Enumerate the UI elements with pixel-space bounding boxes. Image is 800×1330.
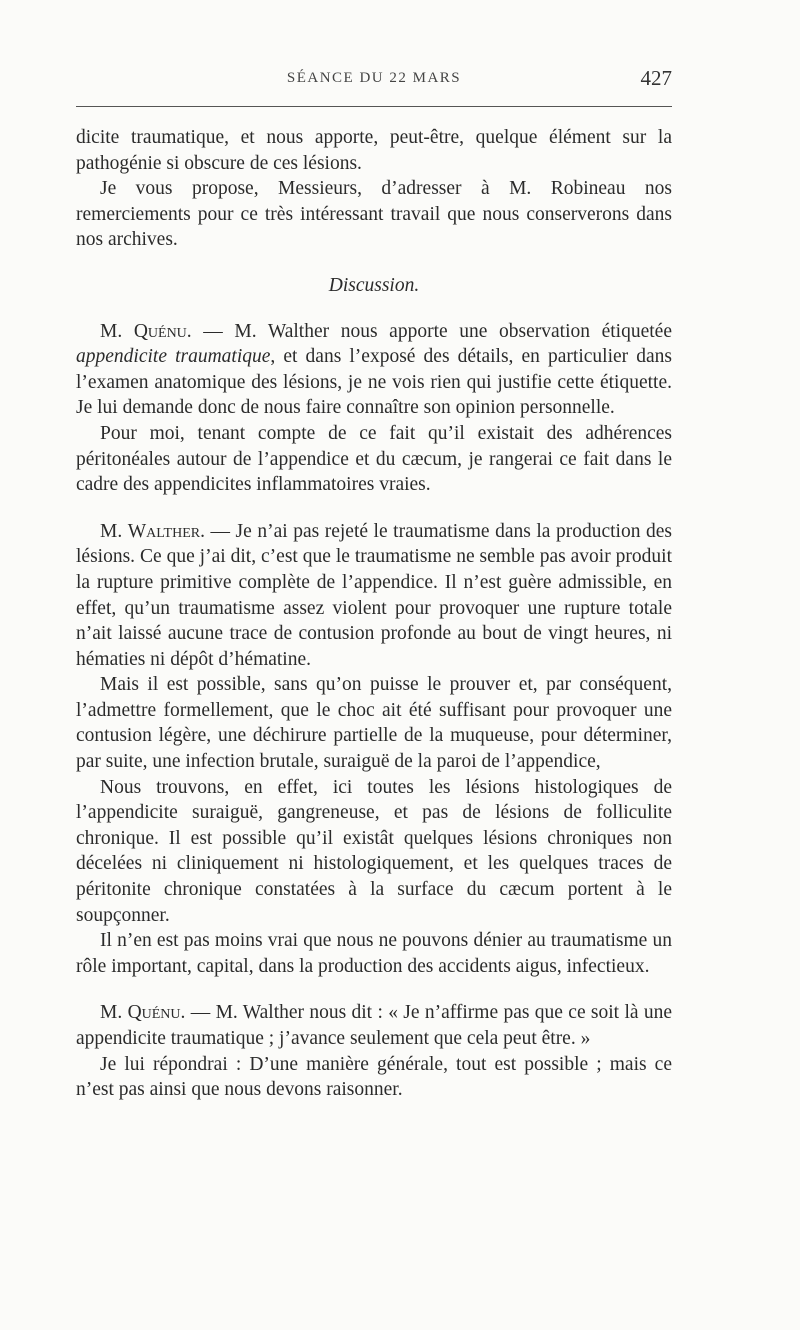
- header-rule: [76, 106, 672, 107]
- paragraph-3-after: , et dans l’exposé des détails, en particulier dans l’examen anatomique des lésions, je ne vois rien qui justifie cette étiquette. Je lui demande donc de nous faire connaître son opinion personnelle.: [76, 346, 672, 419]
- running-head: SÉANCE DU 22 MARS: [286, 70, 462, 86]
- speaker-prefix: M.: [100, 520, 128, 542]
- body-text: [76, 125, 672, 1103]
- paragraph-5-text: . — Je n’ai pas rejeté le traumatisme dans la production des lésions. Ce que j’ai dit, c’est que le traumatisme ne semble pas avoir produit la rupture primitive complète de l’appendice. Il n’est guère admissible, en effet, qu’un traumatisme assez violent pour provoquer une rupture totale n’ait laissé aucune trace de contusion profonde au bout de vingt heures, ni hématies ni dépôt d’hématine.: [76, 520, 673, 670]
- spacer: [76, 979, 672, 1000]
- speaker-prefix: M.: [100, 320, 134, 342]
- paragraph-5: [76, 519, 672, 673]
- paragraph-7: Nous trouvons, en effet, ici toutes les lésions histologiques de l’appendicite suraiguë, gangreneuse, et pas de lésions de folliculite chronique. Il est possible qu’il existât quelques lésions chroniques non décelées ni cliniquement ni histologiquement, et les quelques traces de péritonite chronique constatées à la surface du cæcum portent à le soupçonner.: [76, 776, 672, 926]
- speaker-prefix: M.: [100, 1002, 128, 1024]
- paragraph-3-before: . — M. Walther nous apporte une observation étiquetée: [186, 320, 672, 342]
- paragraph-1: dicite traumatique, et nous apporte, peut-être, quelque élément sur la pathogénie si obscure de ces lésions.: [76, 127, 672, 174]
- speaker-name: Walther: [127, 520, 201, 542]
- paragraph-6: Mais il est possible, sans qu’on puisse le prouver et, par conséquent, l’admettre formellement, que le choc ait été suffisant pour provoquer une contusion légère, une déchirure partielle de la muqueuse, pour déterminer, par suite, une infection brutale, suraiguë de la paroi de l’appendice,: [76, 674, 672, 773]
- paragraph-8: Il n’en est pas moins vrai que nous ne pouvons dénier au traumatisme un rôle important, capital, dans la production des accidents aigus, infectieux.: [76, 930, 672, 977]
- paragraph-10: Je lui répondrai : D’une manière générale, tout est possible ; mais ce n’est pas ainsi que nous devons raisonner.: [76, 1053, 672, 1101]
- spacer: [76, 498, 672, 519]
- paragraph-9-text: . — M. Walther nous dit : « Je n’affirme pas que ce soit là une appendicite traumatique ; j’avance seulement que cela peut être. »: [76, 1002, 673, 1049]
- page-header: [76, 66, 672, 96]
- speaker-name: Quénu: [133, 320, 187, 342]
- paragraph-3: [76, 319, 672, 421]
- page-number: 427: [640, 66, 672, 90]
- paragraph-4: Pour moi, tenant compte de ce fait qu’il existait des adhérences péritonéales autour de l’appendice et du cæcum, je rangerai ce fait dans le cadre des appendicites inflammatoires vraies.: [76, 422, 672, 496]
- paragraph-2: Je vous propose, Messieurs, d’adresser à M. Robineau nos remerciements pour ce très intéressant travail que nous conserverons dans nos archives.: [76, 178, 672, 251]
- speaker-name: Quénu: [127, 1002, 181, 1024]
- paragraph-9: [76, 1000, 672, 1051]
- section-heading: Discussion.: [328, 274, 420, 296]
- paragraph-3-italic: appendicite traumatique: [76, 346, 271, 368]
